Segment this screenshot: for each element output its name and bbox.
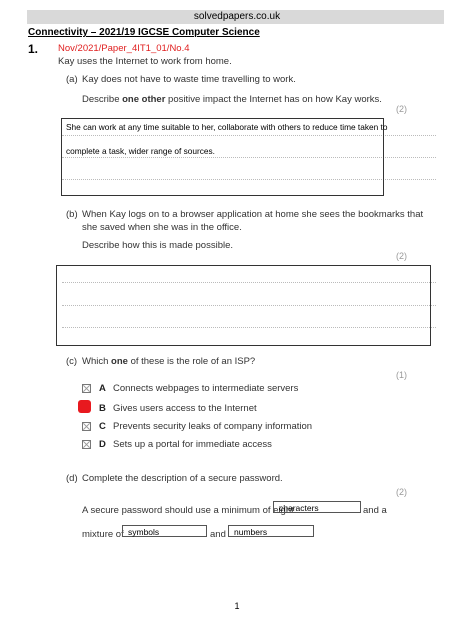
option-c-text: Prevents security leaks of company information [113, 421, 313, 432]
option-b-letter: B [99, 403, 106, 414]
part-c-prompt-bold: one [111, 356, 128, 367]
answer-symbols-field[interactable]: symbols [122, 525, 207, 537]
part-d-sentence-part2: and a [363, 505, 387, 516]
question-reference: Nov/2021/Paper_4IT1_01/No.4 [58, 43, 190, 54]
part-a-text: Kay does not have to waste time travelling to work. [82, 74, 296, 85]
page-title: Connectivity – 2021/19 IGCSE Computer Science [28, 27, 260, 38]
option-c-letter: C [99, 421, 106, 432]
part-c-prompt-pre: Which [82, 356, 112, 367]
option-b-checkbox-selected[interactable] [78, 400, 91, 413]
part-a-label: (a) [66, 74, 78, 85]
option-c-checkbox[interactable] [82, 422, 91, 431]
part-b-answer-box[interactable] [56, 265, 431, 346]
part-a-answer-line1: She can work at any time suitable to her, collaborate with others to reduce time taken to [66, 122, 388, 132]
question-intro: Kay uses the Internet to work from home. [58, 56, 232, 67]
site-header: solvedpapers.co.uk [193, 11, 281, 22]
part-a-marks: (2) [396, 104, 407, 114]
part-b-marks: (2) [396, 251, 407, 261]
answer-characters-field[interactable]: characters [273, 501, 361, 513]
part-c-prompt-post: of these is the role of an ISP? [127, 356, 256, 367]
part-a-prompt-bold: one other [122, 94, 166, 105]
part-c-prompt [82, 356, 255, 367]
part-a-prompt [82, 94, 382, 105]
option-a-text: Connects webpages to intermediate servers [113, 383, 299, 394]
part-b-text-line1: When Kay logs on to a browser application at home she sees the bookmarks that [82, 209, 424, 220]
option-b-text: Gives users access to the Internet [113, 403, 257, 414]
part-d-marks: (2) [396, 487, 407, 497]
part-c-label: (c) [66, 356, 78, 367]
part-d-prompt: Complete the description of a secure password. [82, 473, 283, 484]
part-d-sentence-part4: and [210, 529, 226, 540]
option-d-text: Sets up a portal for immediate access [113, 439, 272, 450]
part-d-label: (d) [66, 473, 78, 484]
part-a-answer-line2: complete a task, wider range of sources. [66, 146, 215, 156]
option-a-checkbox[interactable] [82, 384, 91, 393]
part-b-text-line2: she saved when she was in the office. [82, 222, 242, 233]
page-number: 1 [234, 601, 240, 611]
option-a-letter: A [99, 383, 106, 394]
part-b-prompt: Describe how this is made possible. [82, 240, 234, 251]
answer-numbers-field[interactable]: numbers [228, 525, 314, 537]
question-number: 1. [28, 42, 39, 56]
part-b-label: (b) [66, 209, 78, 220]
part-a-prompt-pre: Describe [82, 94, 123, 105]
part-d-sentence-part1: A secure password should use a minimum of eight [82, 505, 294, 516]
part-d-sentence-part3: mixture of [82, 529, 124, 540]
part-a-prompt-post: positive impact the Internet has on how Kay works. [165, 94, 382, 105]
part-c-marks: (1) [396, 370, 407, 380]
option-d-letter: D [99, 439, 106, 450]
option-d-checkbox[interactable] [82, 440, 91, 449]
